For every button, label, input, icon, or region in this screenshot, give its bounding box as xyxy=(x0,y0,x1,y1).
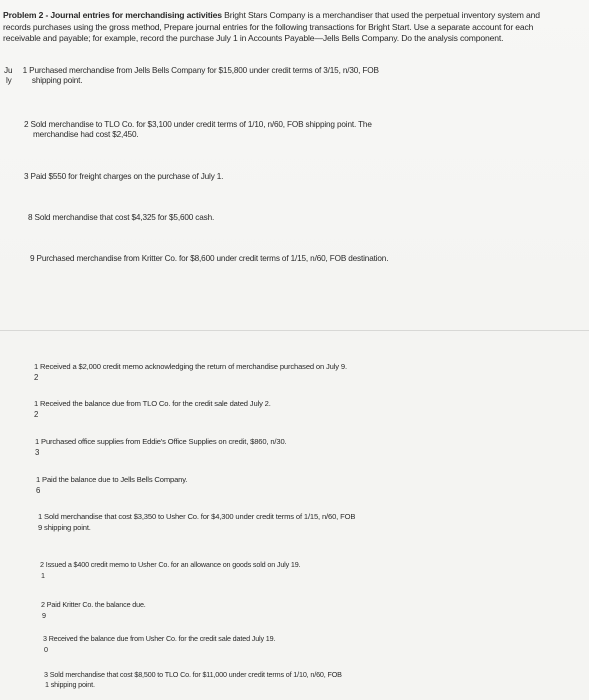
entry-day-units: 1 xyxy=(41,571,45,580)
entry-text: Sold merchandise that cost $4,325 for $5,600 cash. xyxy=(34,213,215,222)
header-line-2: records purchases using the gross method, Prepare journal entries for the following transactions for Bright Start. Use a separate account for each xyxy=(3,21,534,32)
entry-text: Paid Kritter Co. the balance due. xyxy=(46,600,146,609)
entry-month-2: ly xyxy=(6,76,12,85)
entry-text: Purchased merchandise from Jells Bells Company for $15,800 under credit terms of 3/15, n/30, FOB xyxy=(29,66,379,75)
entry-day: 8 xyxy=(28,213,33,222)
header-line-1 xyxy=(3,10,586,22)
entry-text: Received a $2,000 credit memo acknowledging the return of merchandise purchased on July 9. xyxy=(40,362,347,371)
entry-text: Paid $550 for freight charges on the purchase of July 1. xyxy=(30,172,224,181)
header-line-1-rest: Bright Stars Company is a merchandiser that used the perpetual inventory system and xyxy=(221,10,540,20)
entry-day-units: 3 xyxy=(35,448,40,457)
entry-month: Ju xyxy=(4,66,13,75)
entry-day-units: 2 xyxy=(34,373,39,382)
entry-day-units: 6 xyxy=(36,486,41,495)
entry-text: Received the balance due from Usher Co. for the credit sale dated July 19. xyxy=(48,634,276,643)
entry-text-cont: shipping point. xyxy=(31,76,83,85)
entry-july-30 xyxy=(43,634,275,644)
entry-text: Received the balance due from TLO Co. for the credit sale dated July 2. xyxy=(40,399,271,408)
entry-july-31-cont xyxy=(45,680,95,690)
entry-july-31 xyxy=(44,670,342,680)
entry-july-2-cont: merchandise had cost $2,450. xyxy=(33,130,139,139)
entry-day-units: 0 xyxy=(44,645,48,654)
entry-july-9 xyxy=(30,253,388,264)
entry-day: 9 xyxy=(30,254,35,263)
entry-july-19-cont xyxy=(38,523,91,533)
entry-july-29 xyxy=(41,600,146,610)
entry-july-12b xyxy=(34,399,271,409)
entry-text: Purchased office supplies from Eddie's Office Supplies on credit, $860, n/30. xyxy=(41,437,287,446)
entry-text: Paid the balance due to Jells Bells Company. xyxy=(42,475,188,484)
entry-text: Purchased merchandise from Kritter Co. for $8,600 under credit terms of 1/15, n/60, FOB destination. xyxy=(36,254,389,263)
problem-header xyxy=(3,10,586,45)
entry-day-tens: 2 xyxy=(40,560,44,569)
entry-day-tens: 3 xyxy=(44,670,48,679)
header-line-3: receivable and payable; for example, record the purchase July 1 in Accounts Payable—Jells Bells Company. Do the analysis component. xyxy=(3,33,504,44)
entry-day-units: 1 xyxy=(45,680,49,689)
entry-july-21 xyxy=(40,560,300,570)
entry-july-19 xyxy=(38,512,355,522)
entry-day-units: 9 xyxy=(42,611,46,620)
entry-text: Issued a $400 credit memo to Usher Co. for an allowance on goods sold on July 19. xyxy=(45,560,301,569)
entry-july-12 xyxy=(34,362,347,372)
entry-july-13 xyxy=(35,437,286,447)
entry-day-tens: 1 xyxy=(34,399,39,408)
entry-day-tens: 1 xyxy=(34,362,39,371)
entry-july-1-cont xyxy=(6,75,82,86)
entry-text-cont: shipping point. xyxy=(44,523,91,532)
entry-day-tens: 3 xyxy=(43,634,47,643)
entry-day-tens: 2 xyxy=(41,600,45,609)
entry-day-tens: 1 xyxy=(36,475,41,484)
entry-day-tens: 1 xyxy=(35,437,40,446)
problem-title: Problem 2 - Journal entries for merchandising activities xyxy=(3,10,222,20)
entry-july-3 xyxy=(24,171,223,182)
entry-july-8 xyxy=(28,212,214,223)
entry-day-tens: 1 xyxy=(38,512,43,521)
entry-july-16 xyxy=(36,475,187,485)
section-divider xyxy=(0,330,589,331)
entry-day: 3 xyxy=(24,172,29,181)
entry-day: 1 xyxy=(22,66,28,75)
entry-text: Sold merchandise that cost $3,350 to Usher Co. for $4,300 under credit terms of 1/15, n/60, FOB xyxy=(44,512,356,521)
entry-text: Sold merchandise that cost $8,500 to TLO Co. for $11,000 under credit terms of 1/10, n/60, FOB xyxy=(49,670,342,679)
entry-text-cont: shipping point. xyxy=(50,680,95,689)
entry-day-units: 2 xyxy=(34,410,39,419)
entry-text: Sold merchandise to TLO Co. for $3,100 under credit terms of 1/10, n/60, FOB shipping point. The xyxy=(30,120,372,129)
entry-day-units: 9 xyxy=(38,523,43,532)
entry-day: 2 xyxy=(24,120,29,129)
